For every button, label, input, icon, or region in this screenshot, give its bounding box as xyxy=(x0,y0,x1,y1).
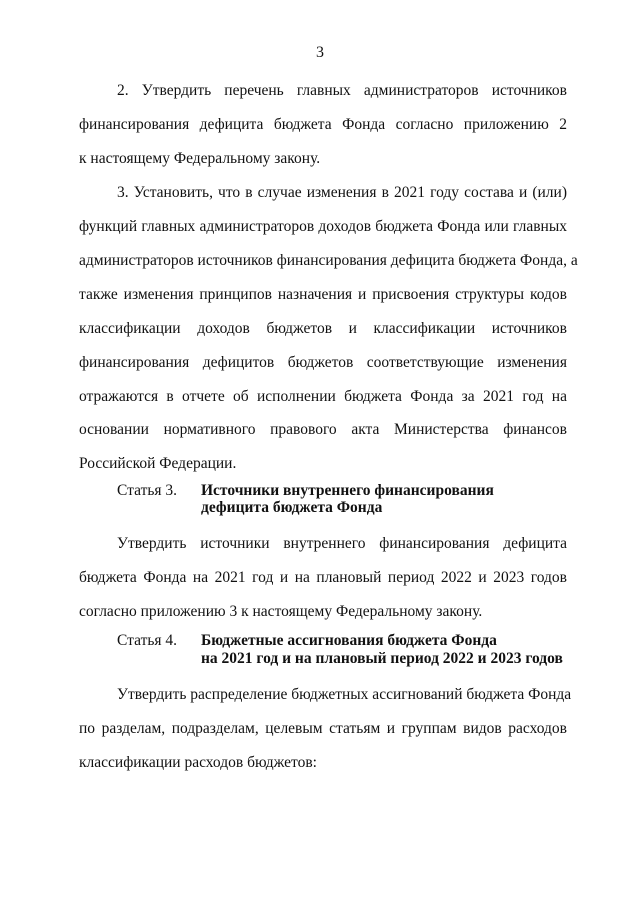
article-3-title-line-1: Источники внутреннего финансирования xyxy=(201,482,494,499)
article-4-body-line-2: по разделам, подразделам, целевым статьям и группам видов расходов xyxy=(79,720,567,737)
article-3-body-line-3: согласно приложению 3 к настоящему Федеральному закону. xyxy=(79,603,483,620)
paragraph-3-line-5: классификации доходов бюджетов и классификации источников xyxy=(79,320,567,337)
paragraph-3-line-7: отражаются в отчете об исполнении бюджета Фонда за 2021 год на xyxy=(79,388,567,405)
paragraph-3-line-3: администраторов источников финансирования дефицита бюджета Фонда, а xyxy=(79,252,578,269)
paragraph-3-line-4: также изменения принципов назначения и присвоения структуры кодов xyxy=(79,286,567,303)
paragraph-3-line-8: основании нормативного правового акта Министерства финансов xyxy=(79,421,567,438)
article-4-body-line-1: Утвердить распределение бюджетных ассигнований бюджета Фонда xyxy=(117,686,572,703)
article-4-label: Статья 4. xyxy=(117,632,178,649)
paragraph-2-line-1: 2. Утвердить перечень главных администраторов источников xyxy=(117,82,567,99)
article-4-body-line-3: классификации расходов бюджетов: xyxy=(79,754,317,771)
article-3-body-line-2: бюджета Фонда на 2021 год и на плановый период 2022 и 2023 годов xyxy=(79,569,567,586)
article-3-label: Статья 3. xyxy=(117,482,178,499)
article-4-title-line-1: Бюджетные ассигнования бюджета Фонда xyxy=(201,632,497,649)
paragraph-3-line-1: 3. Установить, что в случае изменения в 2021 году состава и (или) xyxy=(117,184,567,201)
paragraph-2-line-2: финансирования дефицита бюджета Фонда согласно приложению 2 xyxy=(79,116,567,133)
article-3-title-line-2: дефицита бюджета Фонда xyxy=(201,499,383,516)
paragraph-3-line-2: функций главных администраторов доходов бюджета Фонда или главных xyxy=(79,218,567,235)
paragraph-3-line-9: Российской Федерации. xyxy=(79,455,237,472)
article-3-body-line-1: Утвердить источники внутреннего финансирования дефицита xyxy=(117,535,567,552)
paragraph-3-line-6: финансирования дефицитов бюджетов соответствующие изменения xyxy=(79,354,567,371)
paragraph-2-line-3: к настоящему Федеральному закону. xyxy=(79,150,321,167)
page-number: 3 xyxy=(316,44,324,61)
article-4-title-line-2: на 2021 год и на плановый период 2022 и 2023 годов xyxy=(201,650,563,667)
